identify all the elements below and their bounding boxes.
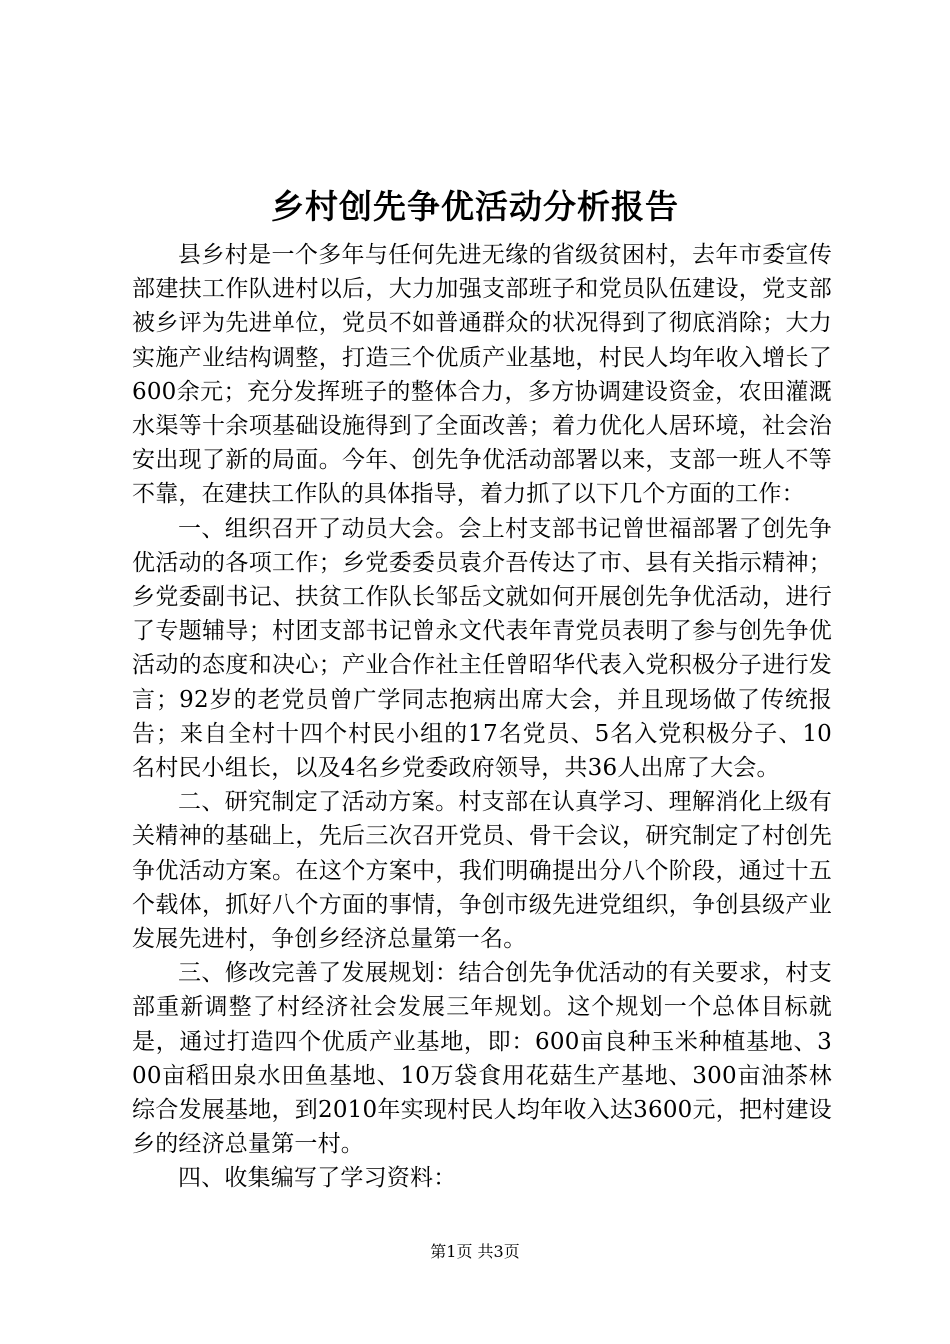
paragraph-section-1: 一、组织召开了动员大会。会上村支部书记曾世福部署了创先争优活动的各项工作；乡党委委员袁介吾传达了市、县有关指示精神；乡党委副书记、扶贫工作队长邹岳文就如何开展创先争优活动，进行了专题辅导；村团支部书记曾永文代表年青党员表明了参与创先争优活动的态度和决心；产业合作社主任曾昭华代表入党积极分子进行发言；92岁的老党员曾广学同志抱病出席大会，并且现场做了传统报告；来自全村十四个村民小组的17名党员、5名入党积极分子、10名村民小组长，以及4名乡党委政府领导，共36人出席了大会。: [132, 515, 832, 782]
paragraph-section-3: 三、修改完善了发展规划：结合创先争优活动的有关要求，村支部重新调整了村经济社会发展三年规划。这个规划一个总体目标就是，通过打造四个优质产业基地，即：600亩良种玉米种植基地、300亩稻田泉水田鱼基地、10万袋食用花菇生产基地、300亩油茶林综合发展基地，到2010年实现村民人均年收入达3600元，把村建设乡的经济总量第一村。: [132, 960, 832, 1158]
document-title: 乡村创先争优活动分析报告: [271, 187, 679, 226]
paragraph-section-4: 四、收集编写了学习资料：: [178, 1165, 457, 1192]
page-number-footer: 第1页 共3页: [430, 1242, 520, 1261]
paragraph-section-2: 二、研究制定了活动方案。村支部在认真学习、理解消化上级有关精神的基础上，先后三次召开党员、骨干会议，研究制定了村创先争优活动方案。在这个方案中，我们明确提出分八个阶段，通过十五个载体，抓好八个方面的事情，争创市级先进党组织，争创县级产业发展先进村，争创乡经济总量第一名。: [132, 789, 832, 953]
paragraph-intro: 县乡村是一个多年与任何先进无缘的省级贫困村，去年市委宣传部建扶工作队进村以后，大力加强支部班子和党员队伍建设，党支部被乡评为先进单位，党员不如普通群众的状况得到了彻底消除；大力实施产业结构调整，打造三个优质产业基地，村民人均年收入增长了600余元；充分发挥班子的整体合力，多方协调建设资金，农田灌溉水渠等十余项基础设施得到了全面改善；着力优化人居环境，社会治安出现了新的局面。今年、创先争优活动部署以来，支部一班人不等不靠，在建扶工作队的具体指导，着力抓了以下几个方面的工作：: [132, 242, 832, 508]
document-body: [132, 238, 832, 1196]
